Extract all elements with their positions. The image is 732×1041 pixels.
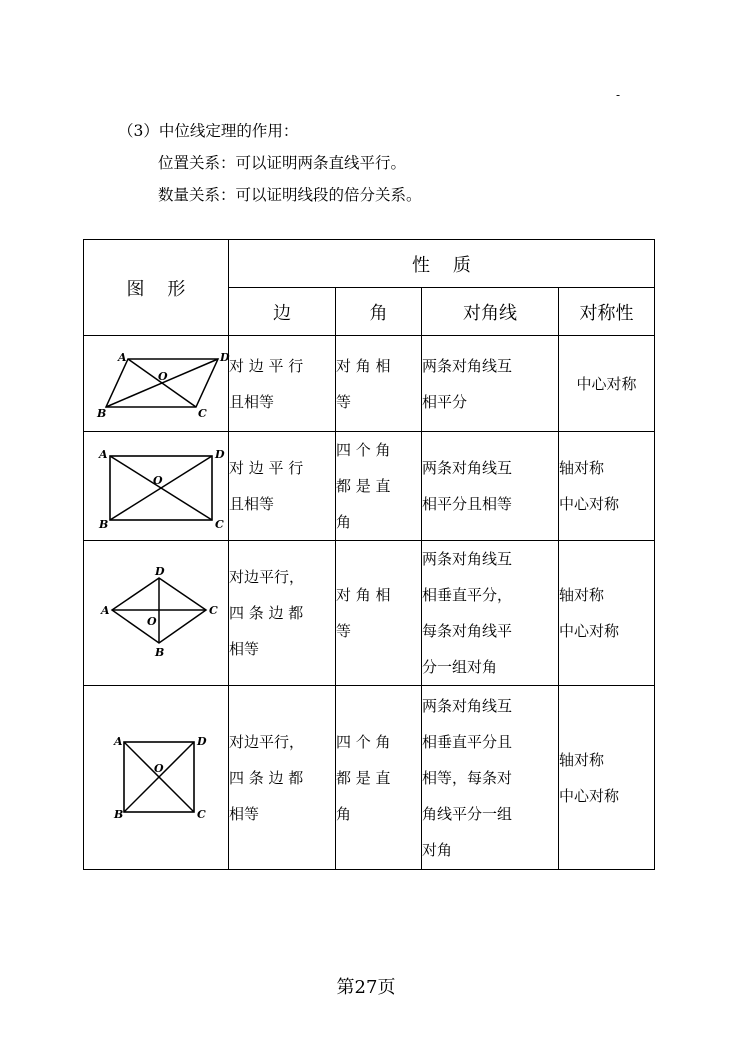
top-mark: -	[616, 88, 621, 102]
vertex-label-a: A	[118, 350, 127, 364]
diagonal-cell: 两条对角线互 相平分且相等	[422, 432, 559, 541]
figure-cell	[84, 432, 229, 541]
center-label-o: O	[153, 474, 163, 487]
diagonal-cell: 两条对角线互 相垂直平分， 每条对角线平 分一组对角	[422, 541, 559, 686]
vertex-label-a: A	[101, 604, 110, 617]
center-label-o: O	[154, 761, 164, 775]
center-label-o: O	[158, 369, 168, 383]
vertex-label-d: D	[215, 448, 225, 461]
vertex-label-b: B	[97, 406, 107, 420]
symmetry-cell: 轴对称 中心对称	[559, 541, 655, 686]
vertex-label-c: C	[209, 604, 218, 617]
side-cell: 对 边 平 行 且相等	[229, 432, 336, 541]
vertex-label-a: A	[114, 734, 123, 748]
header-symmetry: 对称性	[559, 288, 655, 336]
vertex-label-a: A	[99, 448, 108, 461]
table-row-rhombus	[84, 541, 655, 686]
header-side: 边	[229, 288, 336, 336]
rectangle-figure	[86, 441, 226, 531]
header-properties: 性 质	[229, 240, 655, 288]
intro-position-relation: 位置关系：可以证明两条直线平行。	[158, 154, 407, 172]
side-cell: 对 边 平 行 且相等	[229, 336, 336, 432]
angle-cell: 对 角 相 等	[336, 336, 422, 432]
side-cell: 对边平行， 四 条 边 都 相等	[229, 541, 336, 686]
table-row-square	[84, 686, 655, 870]
header-figure: 图 形	[84, 240, 229, 336]
vertex-label-d: D	[220, 350, 230, 364]
table-row-rectangle	[84, 432, 655, 541]
vertex-label-b: B	[99, 518, 109, 531]
diagonal-cell: 两条对角线互 相垂直平分且 相等，每条对 角线平分一组 对角	[422, 686, 559, 870]
angle-cell: 对 角 相 等	[336, 541, 422, 686]
angle-cell: 四 个 角 都 是 直 角	[336, 432, 422, 541]
page-number: 第27页	[336, 977, 396, 998]
center-label-o: O	[147, 615, 157, 628]
vertex-label-c: C	[197, 807, 206, 821]
figure-cell	[84, 686, 229, 870]
vertex-label-d: D	[197, 734, 207, 748]
figure-cell	[84, 336, 229, 432]
table-row-parallelogram	[84, 336, 655, 432]
symmetry-cell: 轴对称 中心对称	[559, 432, 655, 541]
side-cell: 对边平行， 四 条 边 都 相等	[229, 686, 336, 870]
figure-cell	[84, 541, 229, 686]
header-angle: 角	[336, 288, 422, 336]
square-figure	[86, 728, 226, 828]
symmetry-cell: 中心对称	[559, 336, 655, 432]
diagonal-cell: 两条对角线互 相平分	[422, 336, 559, 432]
intro-heading: （3）中位线定理的作用：	[118, 122, 299, 140]
rhombus-figure	[86, 563, 226, 663]
quadrilateral-properties-table	[83, 239, 655, 870]
angle-cell: 四 个 角 都 是 直 角	[336, 686, 422, 870]
parallelogram-figure	[86, 344, 230, 424]
intro-quantity-relation: 数量关系：可以证明线段的倍分关系。	[158, 186, 422, 204]
vertex-label-b: B	[114, 807, 124, 821]
symmetry-cell: 轴对称 中心对称	[559, 686, 655, 870]
vertex-label-b: B	[155, 646, 165, 659]
vertex-label-d: D	[155, 565, 165, 578]
vertex-label-c: C	[215, 518, 224, 531]
vertex-label-c: C	[198, 406, 207, 420]
header-diagonal: 对角线	[422, 288, 559, 336]
